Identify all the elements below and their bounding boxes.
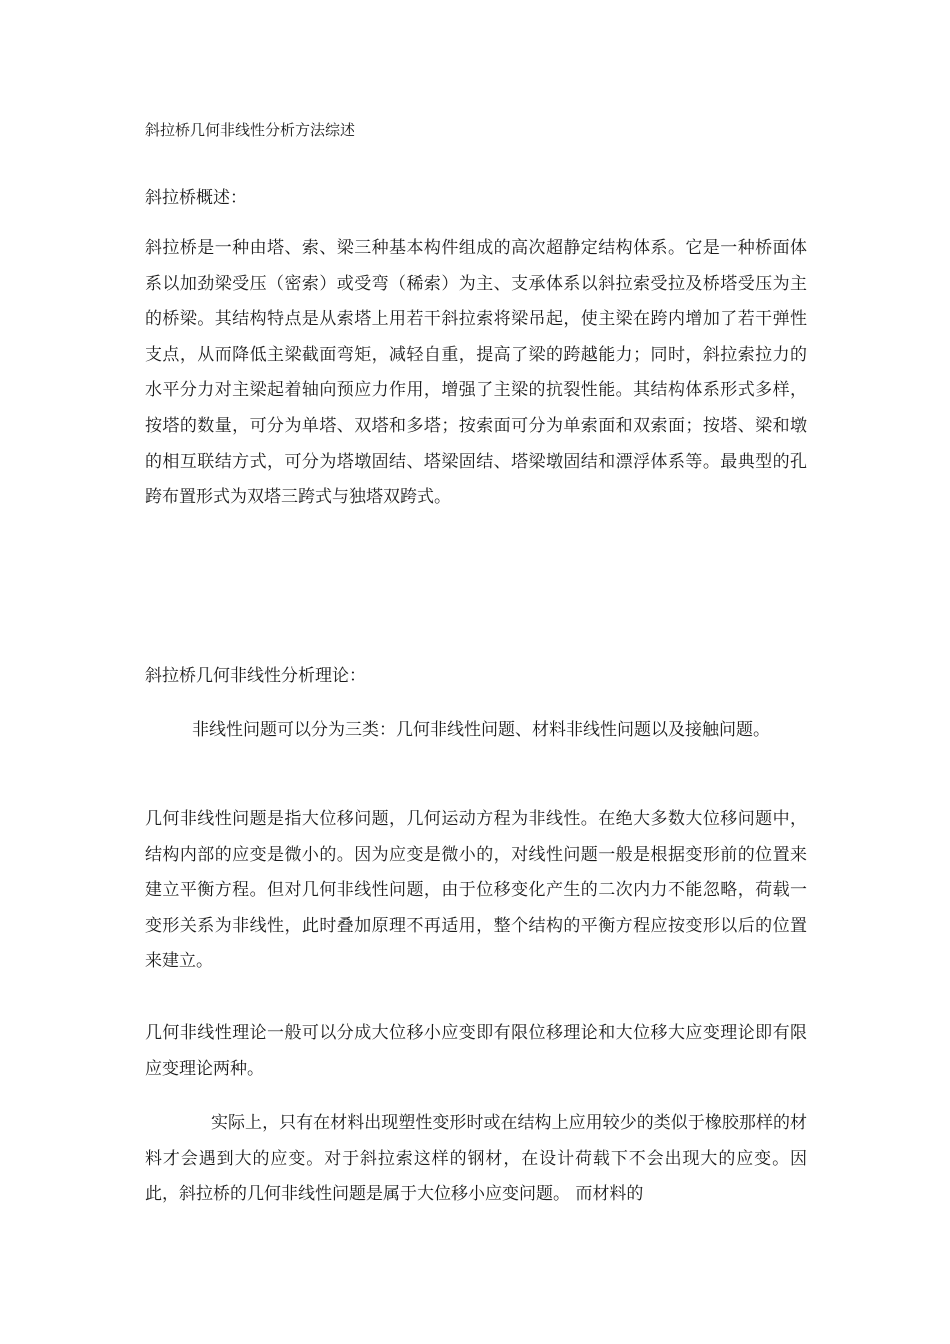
paragraph-geometric-nonlinearity: 几何非线性问题是指大位移问题，几何运动方程为非线性。在绝大多数大位移问题中，结构内部的应变是微小的。因为应变是微小的，对线性问题一般是根据变形前的位置来建立平衡方程。但对几何非线性问题，由于位移变化产生的二次内力不能忽略，荷载一变形关系为非线性，此时叠加原理不再适用，整个结构的平衡方程应按变形以后的位置来建立。 bbox=[145, 809, 807, 972]
paragraph-nonlinear-types: 非线性问题可以分为三类：几何非线性问题、材料非线性问题以及接触问题。 bbox=[192, 720, 770, 740]
section-heading-theory: 斜拉桥几何非线性分析理论： bbox=[145, 666, 366, 686]
section-heading-overview: 斜拉桥概述： bbox=[145, 188, 247, 208]
document-title: 斜拉桥几何非线性分析方法综述 bbox=[145, 121, 356, 139]
paragraph-overview: 斜拉桥是一种由塔、索、梁三种基本构件组成的高次超静定结构体系。它是一种桥面体系以加劲梁受压（密索）或受弯（稀索）为主、支承体系以斜拉索受拉及桥塔受压为主的桥梁。其结构特点是从索塔上用若干斜拉索将梁吊起，使主梁在跨内增加了若干弹性支点，从而降低主梁截面弯矩，减轻自重，提高了梁的跨越能力；同时，斜拉索拉力的水平分力对主梁起着轴向预应力作用，增强了主梁的抗裂性能。其结构体系形式多样，按塔的数量，可分为单塔、双塔和多塔；按索面可分为单索面和双索面；按塔、梁和墩的相互联结方式，可分为塔墩固结、塔梁固结、塔梁墩固结和漂浮体系等。最典型的孔跨布置形式为双塔三跨式与独塔双跨式。 bbox=[145, 238, 807, 508]
paragraph-theory-classification: 几何非线性理论一般可以分成大位移小应变即有限位移理论和大位移大应变理论即有限应变理论两种。 bbox=[145, 1023, 807, 1079]
paragraph-practical-strain: 实际上，只有在材料出现塑性变形时或在结构上应用较少的类似于橡胶那样的材料才会遇到大的应变。对于斜拉索这样的钢材，在设计荷载下不会出现大的应变。因此，斜拉桥的几何非线性问题是属于大位移小应变问题。 而材料的 bbox=[145, 1113, 807, 1204]
